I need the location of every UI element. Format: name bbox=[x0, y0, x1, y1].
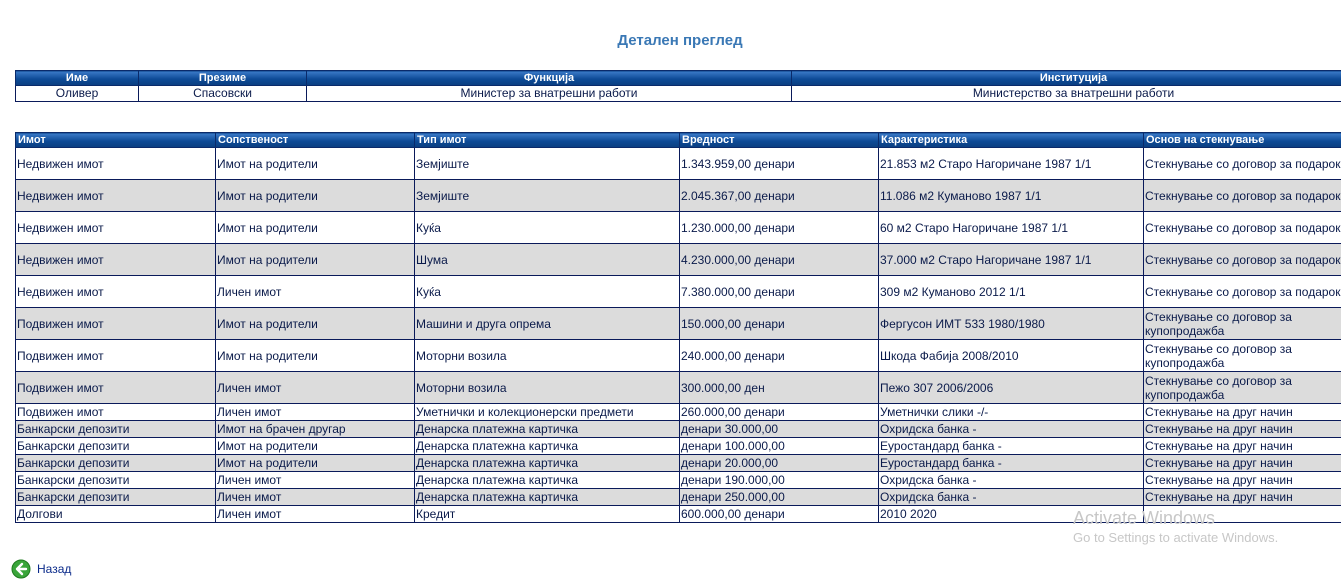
asset-cell: Банкарски депозити bbox=[16, 489, 216, 506]
acquisition-basis-cell: Стекнување на друг начин bbox=[1144, 472, 1341, 489]
value-cell: 260.000,00 денари bbox=[680, 404, 879, 421]
function-cell: Министер за внатрешни работи bbox=[307, 86, 792, 102]
ownership-cell: Личен имот bbox=[216, 404, 415, 421]
asset-cell: Недвижен имот bbox=[16, 212, 216, 244]
value-cell: 240.000,00 денари bbox=[680, 340, 879, 372]
asset-cell: Банкарски депозити bbox=[16, 438, 216, 455]
assets-table bbox=[15, 132, 1341, 523]
value-cell: 4.230.000,00 денари bbox=[680, 244, 879, 276]
watermark-title: Activate Windows bbox=[1073, 507, 1278, 529]
table-row bbox=[16, 212, 1341, 244]
acquisition-basis-cell: Стекнување со договор за подарок bbox=[1144, 148, 1341, 180]
table-row bbox=[16, 276, 1341, 308]
characteristics-cell: Охридска банка - bbox=[879, 489, 1144, 506]
header-characteristics: Карактеристика bbox=[879, 133, 1144, 148]
acquisition-basis-cell: Стекнување на друг начин bbox=[1144, 489, 1341, 506]
value-cell: 600.000,00 денари bbox=[680, 506, 879, 523]
value-cell: 7.380.000,00 денари bbox=[680, 276, 879, 308]
table-row bbox=[16, 506, 1341, 523]
back-arrow-icon bbox=[11, 559, 31, 579]
asset-cell: Недвижен имот bbox=[16, 244, 216, 276]
characteristics-cell: 11.086 м2 Куманово 1987 1/1 bbox=[879, 180, 1144, 212]
header-asset-type: Тип имот bbox=[415, 133, 680, 148]
asset-type-cell: Денарска платежна картичка bbox=[415, 489, 680, 506]
table-row bbox=[16, 455, 1341, 472]
value-cell: денари 30.000,00 bbox=[680, 421, 879, 438]
acquisition-basis-cell: Стекнување со договор за подарок bbox=[1144, 244, 1341, 276]
asset-type-cell: Денарска платежна картичка bbox=[415, 472, 680, 489]
value-cell: денари 190.000,00 bbox=[680, 472, 879, 489]
asset-cell: Подвижен имот bbox=[16, 308, 216, 340]
assets-header-row bbox=[16, 133, 1341, 148]
asset-type-cell: Шума bbox=[415, 244, 680, 276]
ownership-cell: Личен имот bbox=[216, 276, 415, 308]
asset-cell: Недвижен имот bbox=[16, 276, 216, 308]
header-last-name: Презиме bbox=[139, 71, 307, 86]
header-acquisition-basis: Основ на стекнување bbox=[1144, 133, 1341, 148]
institution-cell: Министерство за внатрешни работи bbox=[792, 86, 1341, 102]
ownership-cell: Имот на брачен другар bbox=[216, 421, 415, 438]
ownership-cell: Имот на родители bbox=[216, 308, 415, 340]
asset-cell: Недвижен имот bbox=[16, 148, 216, 180]
asset-type-cell: Куќа bbox=[415, 212, 680, 244]
asset-type-cell: Моторни возила bbox=[415, 372, 680, 404]
table-row bbox=[16, 308, 1341, 340]
characteristics-cell: Пежо 307 2006/2006 bbox=[879, 372, 1144, 404]
characteristics-cell: 60 м2 Старо Нагоричане 1987 1/1 bbox=[879, 212, 1144, 244]
header-first-name: Име bbox=[16, 71, 139, 86]
characteristics-cell: Шкода Фабија 2008/2010 bbox=[879, 340, 1144, 372]
table-row bbox=[16, 148, 1341, 180]
asset-type-cell: Денарска платежна картичка bbox=[415, 455, 680, 472]
acquisition-basis-cell: Стекнување на друг начин bbox=[1144, 404, 1341, 421]
ownership-cell: Личен имот bbox=[216, 472, 415, 489]
asset-type-cell: Куќа bbox=[415, 276, 680, 308]
characteristics-cell: Охридска банка - bbox=[879, 421, 1144, 438]
asset-type-cell: Денарска платежна картичка bbox=[415, 438, 680, 455]
characteristics-cell: Еуростандард банка - bbox=[879, 438, 1144, 455]
asset-type-cell: Машини и друга опрема bbox=[415, 308, 680, 340]
person-header-row bbox=[16, 71, 1341, 86]
table-row bbox=[16, 438, 1341, 455]
characteristics-cell: 21.853 м2 Старо Нагоричане 1987 1/1 bbox=[879, 148, 1144, 180]
value-cell: 1.343.959,00 денари bbox=[680, 148, 879, 180]
last-name-cell: Спасовски bbox=[139, 86, 307, 102]
asset-cell: Подвижен имот bbox=[16, 404, 216, 421]
asset-type-cell: Уметнички и колекционерски предмети bbox=[415, 404, 680, 421]
acquisition-basis-cell: Стекнување на друг начин bbox=[1144, 438, 1341, 455]
value-cell: 1.230.000,00 денари bbox=[680, 212, 879, 244]
asset-cell: Банкарски депозити bbox=[16, 455, 216, 472]
ownership-cell: Имот на родители bbox=[216, 438, 415, 455]
first-name-cell: Оливер bbox=[16, 86, 139, 102]
page-title: Детален преглед bbox=[0, 32, 1341, 49]
table-row bbox=[16, 180, 1341, 212]
ownership-cell: Имот на родители bbox=[216, 244, 415, 276]
characteristics-cell: Фергусон ИМТ 533 1980/1980 bbox=[879, 308, 1144, 340]
header-asset: Имот bbox=[16, 133, 216, 148]
asset-type-cell: Моторни возила bbox=[415, 340, 680, 372]
header-ownership: Сопственост bbox=[216, 133, 415, 148]
asset-type-cell: Денарска платежна картичка bbox=[415, 421, 680, 438]
watermark-subtitle: Go to Settings to activate Windows. bbox=[1073, 529, 1278, 547]
acquisition-basis-cell: Стекнување со договор за подарок bbox=[1144, 276, 1341, 308]
value-cell: 2.045.367,00 денари bbox=[680, 180, 879, 212]
asset-cell: Долгови bbox=[16, 506, 216, 523]
back-link-label: Назад bbox=[37, 562, 71, 576]
characteristics-cell: Уметнички слики -/- bbox=[879, 404, 1144, 421]
table-row bbox=[16, 372, 1341, 404]
person-row bbox=[16, 86, 1341, 102]
acquisition-basis-cell: Стекнување на друг начин bbox=[1144, 421, 1341, 438]
asset-cell: Подвижен имот bbox=[16, 340, 216, 372]
ownership-cell: Имот на родители bbox=[216, 455, 415, 472]
ownership-cell: Имот на родители bbox=[216, 212, 415, 244]
asset-cell: Банкарски депозити bbox=[16, 472, 216, 489]
value-cell: денари 20.000,00 bbox=[680, 455, 879, 472]
table-row bbox=[16, 340, 1341, 372]
characteristics-cell: Еуростандард банка - bbox=[879, 455, 1144, 472]
header-institution: Институција bbox=[792, 71, 1341, 86]
ownership-cell: Личен имот bbox=[216, 506, 415, 523]
ownership-cell: Личен имот bbox=[216, 489, 415, 506]
characteristics-cell: 37.000 м2 Старо Нагоричане 1987 1/1 bbox=[879, 244, 1144, 276]
asset-type-cell: Земјиште bbox=[415, 180, 680, 212]
person-table bbox=[15, 70, 1341, 102]
value-cell: 150.000,00 денари bbox=[680, 308, 879, 340]
asset-type-cell: Кредит bbox=[415, 506, 680, 523]
ownership-cell: Имот на родители bbox=[216, 340, 415, 372]
table-row bbox=[16, 472, 1341, 489]
acquisition-basis-cell: Стекнување со договор за подарок bbox=[1144, 180, 1341, 212]
value-cell: денари 100.000,00 bbox=[680, 438, 879, 455]
table-row bbox=[16, 489, 1341, 506]
ownership-cell: Имот на родители bbox=[216, 180, 415, 212]
characteristics-cell: 309 м2 Куманово 2012 1/1 bbox=[879, 276, 1144, 308]
asset-cell: Недвижен имот bbox=[16, 180, 216, 212]
acquisition-basis-cell: Стекнување со договор за подарок bbox=[1144, 212, 1341, 244]
asset-type-cell: Земјиште bbox=[415, 148, 680, 180]
characteristics-cell: 2010 2020 bbox=[879, 506, 1144, 523]
acquisition-basis-cell bbox=[1144, 506, 1341, 523]
value-cell: денари 250.000,00 bbox=[680, 489, 879, 506]
table-row bbox=[16, 404, 1341, 421]
ownership-cell: Имот на родители bbox=[216, 148, 415, 180]
acquisition-basis-cell: Стекнување со договор за купопродажба bbox=[1144, 308, 1341, 340]
table-row bbox=[16, 421, 1341, 438]
acquisition-basis-cell: Стекнување со договор за купопродажба bbox=[1144, 372, 1341, 404]
ownership-cell: Личен имот bbox=[216, 372, 415, 404]
header-function: Функција bbox=[307, 71, 792, 86]
acquisition-basis-cell: Стекнување со договор за купопродажба bbox=[1144, 340, 1341, 372]
asset-cell: Подвижен имот bbox=[16, 372, 216, 404]
acquisition-basis-cell: Стекнување на друг начин bbox=[1144, 455, 1341, 472]
value-cell: 300.000,00 ден bbox=[680, 372, 879, 404]
back-link[interactable] bbox=[11, 560, 71, 578]
asset-cell: Банкарски депозити bbox=[16, 421, 216, 438]
table-row bbox=[16, 244, 1341, 276]
header-value: Вредност bbox=[680, 133, 879, 148]
characteristics-cell: Охридска банка - bbox=[879, 472, 1144, 489]
